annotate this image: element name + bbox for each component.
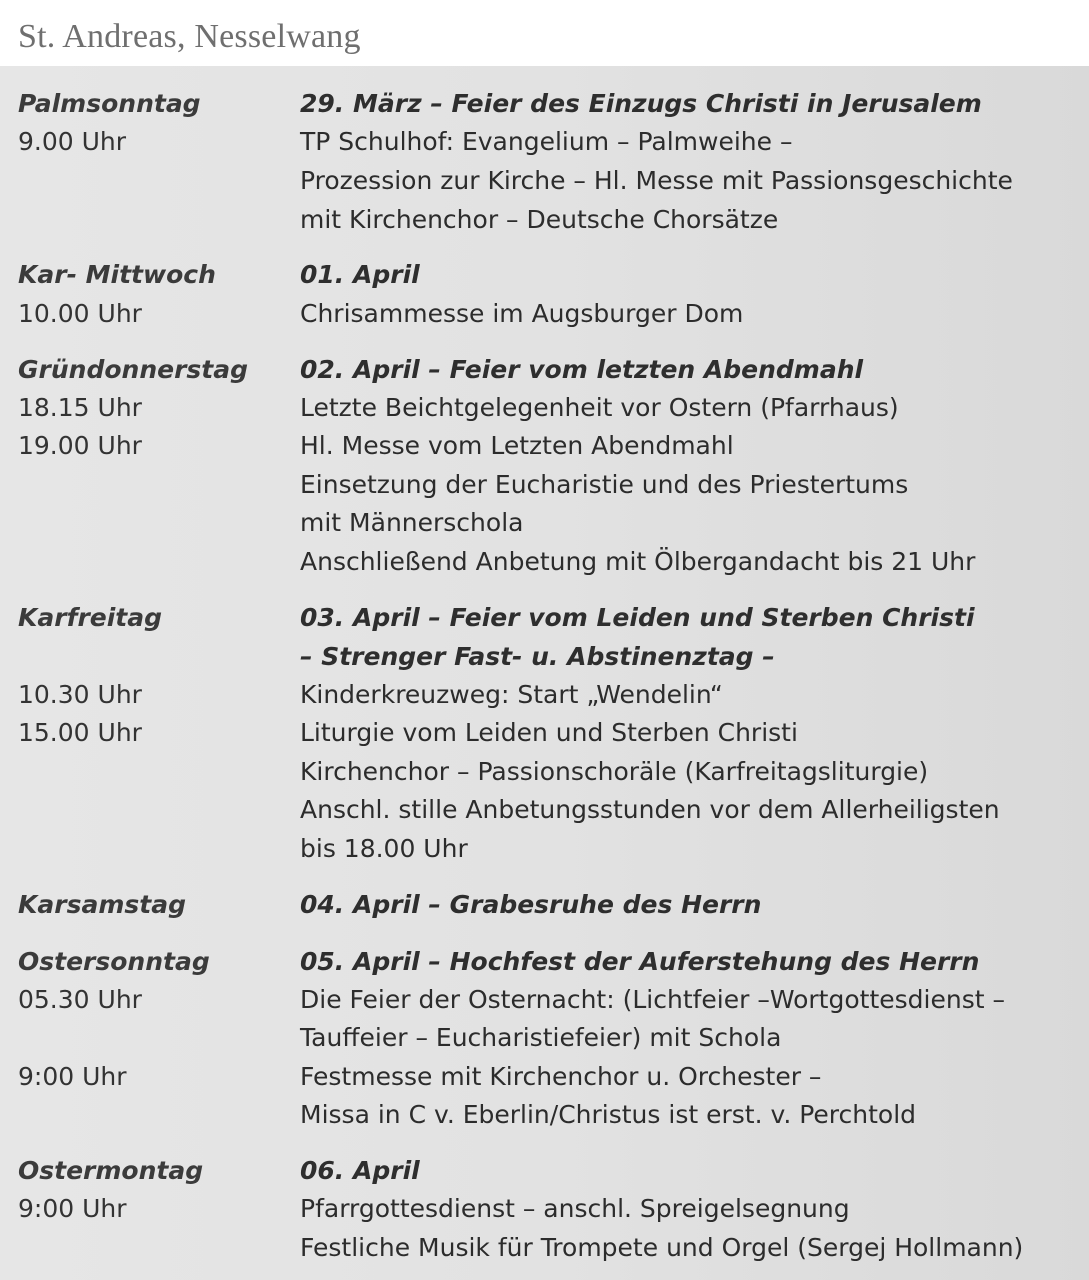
event-text: Kirchenchor – Passionschoräle (Karfreitagsliturgie) <box>300 757 929 786</box>
event-text: Hl. Messe vom Letzten Abendmahl <box>300 431 734 460</box>
schedule-row-wed-heading <box>0 256 1089 294</box>
schedule-row-thu-heading <box>0 351 1089 389</box>
schedule-row <box>0 427 1089 465</box>
event-headline-palmsonntag: 29. März – Feier des Einzugs Christi in Jerusalem <box>300 89 982 118</box>
event-text: Die Feier der Osternacht: (Lichtfeier –Wortgottesdienst – <box>300 985 1005 1014</box>
schedule-row <box>0 791 1089 829</box>
schedule-row <box>0 543 1089 581</box>
schedule-row-mon-heading <box>0 1152 1089 1190</box>
schedule-row <box>0 1229 1089 1267</box>
schedule-row-palm-heading <box>0 85 1089 123</box>
schedule-panel <box>0 66 1089 1280</box>
time-label: 10.30 Uhr <box>18 680 142 709</box>
schedule-row <box>0 1058 1089 1096</box>
time-label: 19.00 Uhr <box>18 431 142 460</box>
time-label: 9:00 Uhr <box>18 1194 127 1223</box>
schedule-row-fri-heading <box>0 599 1089 637</box>
schedule-row <box>0 1019 1089 1057</box>
event-text: Kinderkreuzweg: Start „Wendelin“ <box>300 680 723 709</box>
event-headline-gruendonnerstag: 02. April – Feier vom letzten Abendmahl <box>300 355 864 384</box>
schedule-row-sat-heading <box>0 886 1089 924</box>
day-label-karsamstag: Karsamstag <box>18 890 186 919</box>
page-header <box>0 0 1089 66</box>
event-headline-kar-mittwoch: 01. April <box>300 260 420 289</box>
schedule-row <box>0 1190 1089 1228</box>
event-text: Liturgie vom Leiden und Sterben Christi <box>300 718 798 747</box>
event-text: Anschließend Anbetung mit Ölbergandacht bis 21 Uhr <box>300 547 976 576</box>
schedule-row <box>0 981 1089 1019</box>
schedule-row <box>0 162 1089 200</box>
event-text: mit Männerschola <box>300 508 524 537</box>
event-headline-ostersonntag: 05. April – Hochfest der Auferstehung des Herrn <box>300 947 980 976</box>
day-label-ostersonntag: Ostersonntag <box>18 947 210 976</box>
day-label-gruendonnerstag: Gründonnerstag <box>18 355 248 384</box>
time-label: 18.15 Uhr <box>18 393 142 422</box>
event-text: TP Schulhof: Evangelium – Palmweihe – <box>300 127 793 156</box>
event-text: Letzte Beichtgelegenheit vor Ostern (Pfarrhaus) <box>300 393 899 422</box>
schedule-row <box>0 504 1089 542</box>
schedule-row <box>0 830 1089 868</box>
event-text: Pfarrgottesdienst – anschl. Spreigelsegnung <box>300 1194 850 1223</box>
schedule-row <box>0 676 1089 714</box>
time-label: 10.00 Uhr <box>18 299 142 328</box>
day-label-ostermontag: Ostermontag <box>18 1156 204 1185</box>
schedule-row <box>0 123 1089 161</box>
event-text: Festmesse mit Kirchenchor u. Orchester – <box>300 1062 822 1091</box>
event-text: Chrisammesse im Augsburger Dom <box>300 299 744 328</box>
time-label: 9.00 Uhr <box>18 127 127 156</box>
event-text: Missa in C v. Eberlin/Christus ist erst. v. Perchtold <box>300 1100 917 1129</box>
schedule-row <box>0 295 1089 333</box>
schedule-row-sun-heading <box>0 943 1089 981</box>
event-headline-ostermontag: 06. April <box>300 1156 420 1185</box>
page-title: St. Andreas, Nesselwang <box>18 18 361 55</box>
schedule-row <box>0 714 1089 752</box>
event-text: Prozession zur Kirche – Hl. Messe mit Passionsgeschichte <box>300 166 1013 195</box>
schedule-row <box>0 753 1089 791</box>
schedule-row <box>0 389 1089 427</box>
time-label: 9:00 Uhr <box>18 1062 127 1091</box>
event-text: Einsetzung der Eucharistie und des Priestertums <box>300 470 909 499</box>
event-text: Tauffeier – Eucharistiefeier) mit Schola <box>300 1023 782 1052</box>
time-label: 05.30 Uhr <box>18 985 142 1014</box>
time-label: 15.00 Uhr <box>18 718 142 747</box>
schedule-row <box>0 1096 1089 1134</box>
schedule-row <box>0 466 1089 504</box>
event-text: Festliche Musik für Trompete und Orgel (Sergej Hollmann) <box>300 1233 1024 1262</box>
event-text: Anschl. stille Anbetungsstunden vor dem Allerheiligsten <box>300 795 1000 824</box>
event-subheadline-karfreitag: – Strenger Fast- u. Abstinenztag – <box>300 642 775 671</box>
schedule-row <box>0 201 1089 239</box>
event-headline-karfreitag: 03. April – Feier vom Leiden und Sterben Christi <box>300 603 975 632</box>
event-text: bis 18.00 Uhr <box>300 834 468 863</box>
schedule-row <box>0 638 1089 676</box>
day-label-palmsonntag: Palmsonntag <box>18 89 201 118</box>
event-text: mit Kirchenchor – Deutsche Chorsätze <box>300 205 779 234</box>
event-headline-karsamstag: 04. April – Grabesruhe des Herrn <box>300 890 762 919</box>
day-label-karfreitag: Karfreitag <box>18 603 163 632</box>
day-label-kar-mittwoch: Kar- Mittwoch <box>18 260 216 289</box>
